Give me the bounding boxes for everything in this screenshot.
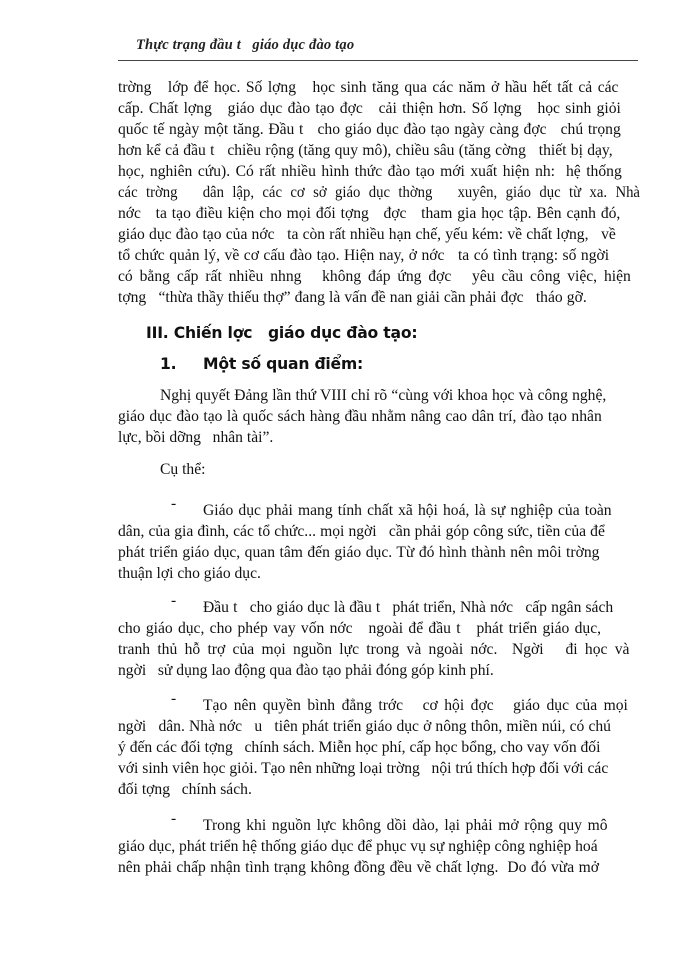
- paragraph1-line: cấp. Chất lợng giáo dục đào tạo đợc cải thiện hơn. Số lợng học sinh giỏi: [118, 100, 621, 117]
- paragraph1-line: tợng “thừa thầy thiếu thợ” đang là vấn đề nan giải cần phải đợc tháo gỡ.: [118, 289, 587, 306]
- paragraph1-line: giáo dục đào tạo của nớc ta còn rất nhiều hạn chế, yếu kém: về chất lợng, về: [118, 226, 616, 243]
- bullet-line: với sinh viên học giỏi. Tạo nên những loại trờng nội trú thích hợp đối với các: [118, 760, 609, 777]
- subsection-heading: Một số quan điểm:: [203, 355, 364, 373]
- bullet-line: Trong khi nguồn lực không dồi dào, lại phải mở rộng quy mô: [203, 817, 608, 834]
- bullet-marker: -: [171, 495, 177, 512]
- paragraph1-line: trờng lớp để học. Số lợng học sinh tăng qua các năm ở hầu hết tất cả các: [118, 79, 619, 96]
- bullet-line: Tạo nên quyền bình đẳng trớc cơ hội đợc giáo dục của mọi: [203, 697, 628, 714]
- bullet-marker: -: [171, 592, 177, 609]
- section-heading: III. Chiến lợc giáo dục đào tạo:: [146, 324, 418, 342]
- paragraph2-line: giáo dục đào tạo là quốc sách hàng đầu nhằm nâng cao dân trí, đào tạo nhân: [118, 408, 602, 425]
- bullet-line: đối tợng chính sách.: [118, 781, 252, 798]
- paragraph1-line: các trờng dân lập, các cơ sở giáo dục thờng xuyên, giáo dục từ xa. Nhà: [118, 184, 640, 201]
- paragraph1-line: tổ chức quản lý, về cơ cấu đào tạo. Hiện nay, ở nớc ta có tình trạng: số ngời: [118, 247, 610, 264]
- bullet-line: Đầu t cho giáo dục là đầu t phát triển, Nhà nớc cấp ngân sách: [203, 599, 614, 616]
- bullet-line: giáo dục, phát triển hệ thống giáo dục để phục vụ sự nghiệp công nghiệp hoá: [118, 838, 598, 855]
- paragraph1-line: học, nghiên cứu). Có rất nhiều hình thức đào tạo mới xuất hiện nh: hệ thống: [118, 163, 622, 180]
- bullet-line: cho giáo dục, cho phép vay vốn nớc ngoài để đầu t phát triển giáo dục,: [118, 620, 602, 637]
- bullet-marker: -: [171, 690, 177, 707]
- paragraph2-line: lực, bồi dỡng nhân tài”.: [118, 429, 274, 446]
- paragraph1-line: quốc tế ngày một tăng. Đầu t cho giáo dục đào tạo ngày càng đợc chú trọng: [118, 121, 621, 138]
- bullet-marker: -: [171, 810, 177, 827]
- bullet-line: phát triển giáo dục, quan tâm đến giáo dục. Từ đó hình thành nên môi trờng: [118, 544, 600, 561]
- paragraph1-line: nớc ta tạo điều kiện cho mọi đối tợng đợc tham gia học tập. Bên cạnh đó,: [118, 205, 621, 222]
- running-header: Thực trạng đầu t giáo dục đào tạo: [136, 37, 355, 53]
- bullet-line: ý đến các đối tợng chính sách. Miễn học phí, cấp học bổng, cho vay vốn đối: [118, 739, 601, 756]
- bullet-line: ngời dân. Nhà nớc u tiên phát triển giáo dục ở nông thôn, miền núi, có chú: [118, 718, 611, 735]
- bullet-line: nên phải chấp nhận tình trạng không đồng đều về chất lợng. Do đó vừa mở: [118, 859, 600, 876]
- header-rule: [118, 60, 638, 61]
- bullet-line: tranh thủ hỗ trợ của mọi nguồn lực trong và ngoài nớc. Ngời đi học và: [118, 641, 630, 658]
- paragraph1-line: có bằng cấp rất nhiều nhng không đáp ứng đợc yêu cầu công việc, hiện: [118, 268, 631, 285]
- bullet-line: ngời sử dụng lao động qua đào tạo phải đóng góp kinh phí.: [118, 662, 494, 679]
- subsection-number: 1.: [160, 355, 177, 373]
- paragraph2-line: Nghị quyết Đảng lần thứ VIII chỉ rõ “cùng với khoa học và công nghệ,: [160, 387, 607, 404]
- specifically-label: Cụ thể:: [160, 461, 206, 478]
- bullet-line: thuận lợi cho giáo dục.: [118, 565, 261, 582]
- bullet-line: dân, của gia đình, các tổ chức... mọi ngời cần phải góp công sức, tiền của để: [118, 523, 605, 540]
- bullet-line: Giáo dục phải mang tính chất xã hội hoá, là sự nghiệp của toàn: [203, 502, 612, 519]
- paragraph1-line: hơn kể cả đầu t chiều rộng (tăng quy mô), chiều sâu (tăng cờng thiết bị dạy,: [118, 142, 613, 159]
